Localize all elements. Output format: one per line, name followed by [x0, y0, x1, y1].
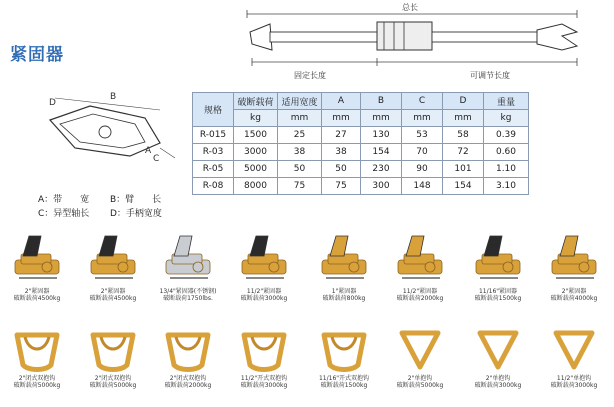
ratchet-product-caption-load: 破断载荷1500kg	[474, 295, 522, 302]
hook-product-caption-load: 破断载荷1500kg	[320, 382, 368, 389]
hook-product-image	[230, 325, 298, 375]
adjustable-length-label: 可调节长度	[470, 71, 510, 80]
table-header-cell: D	[443, 93, 484, 110]
hook-product-image	[386, 325, 454, 375]
hook-product-image	[540, 325, 608, 375]
ratchet-product-image	[310, 232, 378, 288]
hook-product-caption-name: 2"闭式双抱钩	[169, 375, 207, 382]
model-cell: R-05	[193, 161, 234, 178]
table-cell: 154	[361, 144, 402, 161]
hook-product-caption-name: 11/16"开式双抱钩	[318, 375, 370, 382]
ratchet-product	[386, 232, 454, 302]
hook-product-caption-name: 11/2"开式双抱钩	[240, 375, 288, 382]
table-cell: 90	[402, 161, 443, 178]
table-cell: 70	[402, 144, 443, 161]
table-cell: 101	[443, 161, 484, 178]
ratchet-product-image	[464, 232, 532, 288]
hook-product	[540, 325, 608, 389]
table-header-cell: B	[361, 93, 402, 110]
ratchet-product-caption-name: 2"紧固器	[100, 288, 126, 295]
spec-table	[192, 92, 529, 195]
table-cell: 0.60	[484, 144, 529, 161]
table-unit-cell: mm	[322, 110, 361, 127]
total-length-label: 总长	[402, 3, 418, 12]
table-header-cell: 适用宽度	[278, 93, 322, 110]
ratchet-product-image	[386, 232, 454, 288]
hook-product	[230, 325, 298, 389]
table-cell: 1500	[234, 127, 278, 144]
model-cell: R-015	[193, 127, 234, 144]
ratchet-product-caption-name: 11/2"紧固器	[246, 288, 282, 295]
table-cell: 5000	[234, 161, 278, 178]
hook-product-caption-load: 破断载荷5000kg	[89, 382, 137, 389]
fixed-length-label: 固定长度	[294, 71, 326, 80]
dim-d-label: D	[49, 98, 56, 108]
hook-product	[79, 325, 147, 389]
page-title: 紧固器	[10, 45, 64, 65]
ratchet-product-caption-load: 破断载荷4500kg	[89, 295, 137, 302]
legend-b: B：臂 长	[110, 195, 162, 205]
hook-product	[386, 325, 454, 389]
table-cell: 50	[322, 161, 361, 178]
hook-product-caption-name: 2"闭式双抱钩	[94, 375, 132, 382]
legend-d: D：手柄宽度	[110, 209, 162, 219]
table-cell: 3000	[234, 144, 278, 161]
ratchet-product-caption-name: 13/4"紧固器(不锈钢)	[159, 288, 217, 295]
legend-a: A：带 宽	[38, 195, 90, 205]
dim-c-label: C	[153, 154, 160, 164]
hook-product-caption-name: 2"单抱钩	[485, 375, 511, 382]
hook-product-caption-name: 11/2"单抱钩	[556, 375, 592, 382]
hook-product-caption-load: 破断载荷3000kg	[474, 382, 522, 389]
table-header-cell: A	[322, 93, 361, 110]
ratchet-product-caption-load: 破断载荷3000kg	[240, 295, 288, 302]
ratchet-product	[154, 232, 222, 302]
table-cell: 38	[278, 144, 322, 161]
table-unit-cell: mm	[278, 110, 322, 127]
ratchet-product-caption-load: 破断载荷4500kg	[13, 295, 61, 302]
table-cell: 8000	[234, 178, 278, 195]
ratchet-product-caption-name: 11/16"紧固器	[478, 288, 518, 295]
ratchet-product	[79, 232, 147, 302]
strap-drawing	[232, 2, 612, 82]
hook-product-caption-name: 2"闭式双抱钩	[18, 375, 56, 382]
strap-diagram	[232, 2, 612, 82]
table-header-cell: 破断载荷	[234, 93, 278, 110]
hook-product-caption-load: 破断载荷2000kg	[164, 382, 212, 389]
table-cell: 38	[322, 144, 361, 161]
table-cell: 230	[361, 161, 402, 178]
table-cell: 53	[402, 127, 443, 144]
table-row	[193, 178, 529, 195]
ratchet-diagram	[35, 88, 180, 168]
ratchet-product-image	[79, 232, 147, 288]
hook-product	[310, 325, 378, 389]
table-cell: 154	[443, 178, 484, 195]
legend-c: C：异型轴长	[38, 209, 90, 219]
hook-product-image	[3, 325, 71, 375]
model-cell: R-08	[193, 178, 234, 195]
ratchet-product-image	[3, 232, 71, 288]
ratchet-product-caption-load: 破断载荷1750lbs.	[163, 295, 213, 302]
table-cell: 75	[322, 178, 361, 195]
table-unit-cell: kg	[484, 110, 529, 127]
table-unit-row	[193, 110, 529, 127]
table-header-cell: 规格	[193, 93, 234, 127]
dim-b-label: B	[110, 92, 117, 102]
ratchet-product	[464, 232, 532, 302]
table-unit-cell: mm	[402, 110, 443, 127]
table-header-cell: 重量	[484, 93, 529, 110]
ratchet-product	[540, 232, 608, 302]
hook-product-image	[79, 325, 147, 375]
hook-product-image	[310, 325, 378, 375]
hook-product-caption-load: 破断载荷5000kg	[13, 382, 61, 389]
ratchet-product	[230, 232, 298, 302]
hook-product-image	[154, 325, 222, 375]
hook-product-caption-load: 破断载荷3000kg	[240, 382, 288, 389]
table-cell: 3.10	[484, 178, 529, 195]
table-unit-cell: mm	[443, 110, 484, 127]
table-unit-cell: mm	[361, 110, 402, 127]
table-header-row	[193, 93, 529, 110]
hook-product-caption-load: 破断载荷3000kg	[550, 382, 598, 389]
ratchet-product-caption-name: 1"紧固器	[331, 288, 357, 295]
table-cell: 72	[443, 144, 484, 161]
ratchet-product-image	[230, 232, 298, 288]
ratchet-product	[310, 232, 378, 302]
table-unit-cell: kg	[234, 110, 278, 127]
ratchet-product-caption-name: 11/2"紧固器	[402, 288, 438, 295]
table-cell: 148	[402, 178, 443, 195]
hook-product-caption-name: 2"单抱钩	[407, 375, 433, 382]
hook-product-image	[464, 325, 532, 375]
hook-product	[154, 325, 222, 389]
table-cell: 0.39	[484, 127, 529, 144]
hook-product-caption-load: 破断载荷5000kg	[396, 382, 444, 389]
table-row	[193, 161, 529, 178]
model-cell: R-03	[193, 144, 234, 161]
table-cell: 300	[361, 178, 402, 195]
ratchet-product	[3, 232, 71, 302]
ratchet-product-caption-name: 2"紧固器	[24, 288, 50, 295]
table-row	[193, 127, 529, 144]
hook-product	[464, 325, 532, 389]
dim-a-label: A	[145, 146, 152, 156]
table-header-cell: C	[402, 93, 443, 110]
ratchet-product-caption-load: 破断载荷2000kg	[396, 295, 444, 302]
table-cell: 50	[278, 161, 322, 178]
ratchet-product-image	[154, 232, 222, 288]
table-cell: 27	[322, 127, 361, 144]
ratchet-product-image	[540, 232, 608, 288]
table-cell: 75	[278, 178, 322, 195]
table-row	[193, 144, 529, 161]
table-cell: 130	[361, 127, 402, 144]
table-cell: 25	[278, 127, 322, 144]
ratchet-product-caption-load: 破断载荷800kg	[322, 295, 366, 302]
table-cell: 58	[443, 127, 484, 144]
ratchet-product-caption-load: 破断载荷4000kg	[550, 295, 598, 302]
table-cell: 1.10	[484, 161, 529, 178]
hook-product	[3, 325, 71, 389]
ratchet-product-caption-name: 2"紧固器	[561, 288, 587, 295]
